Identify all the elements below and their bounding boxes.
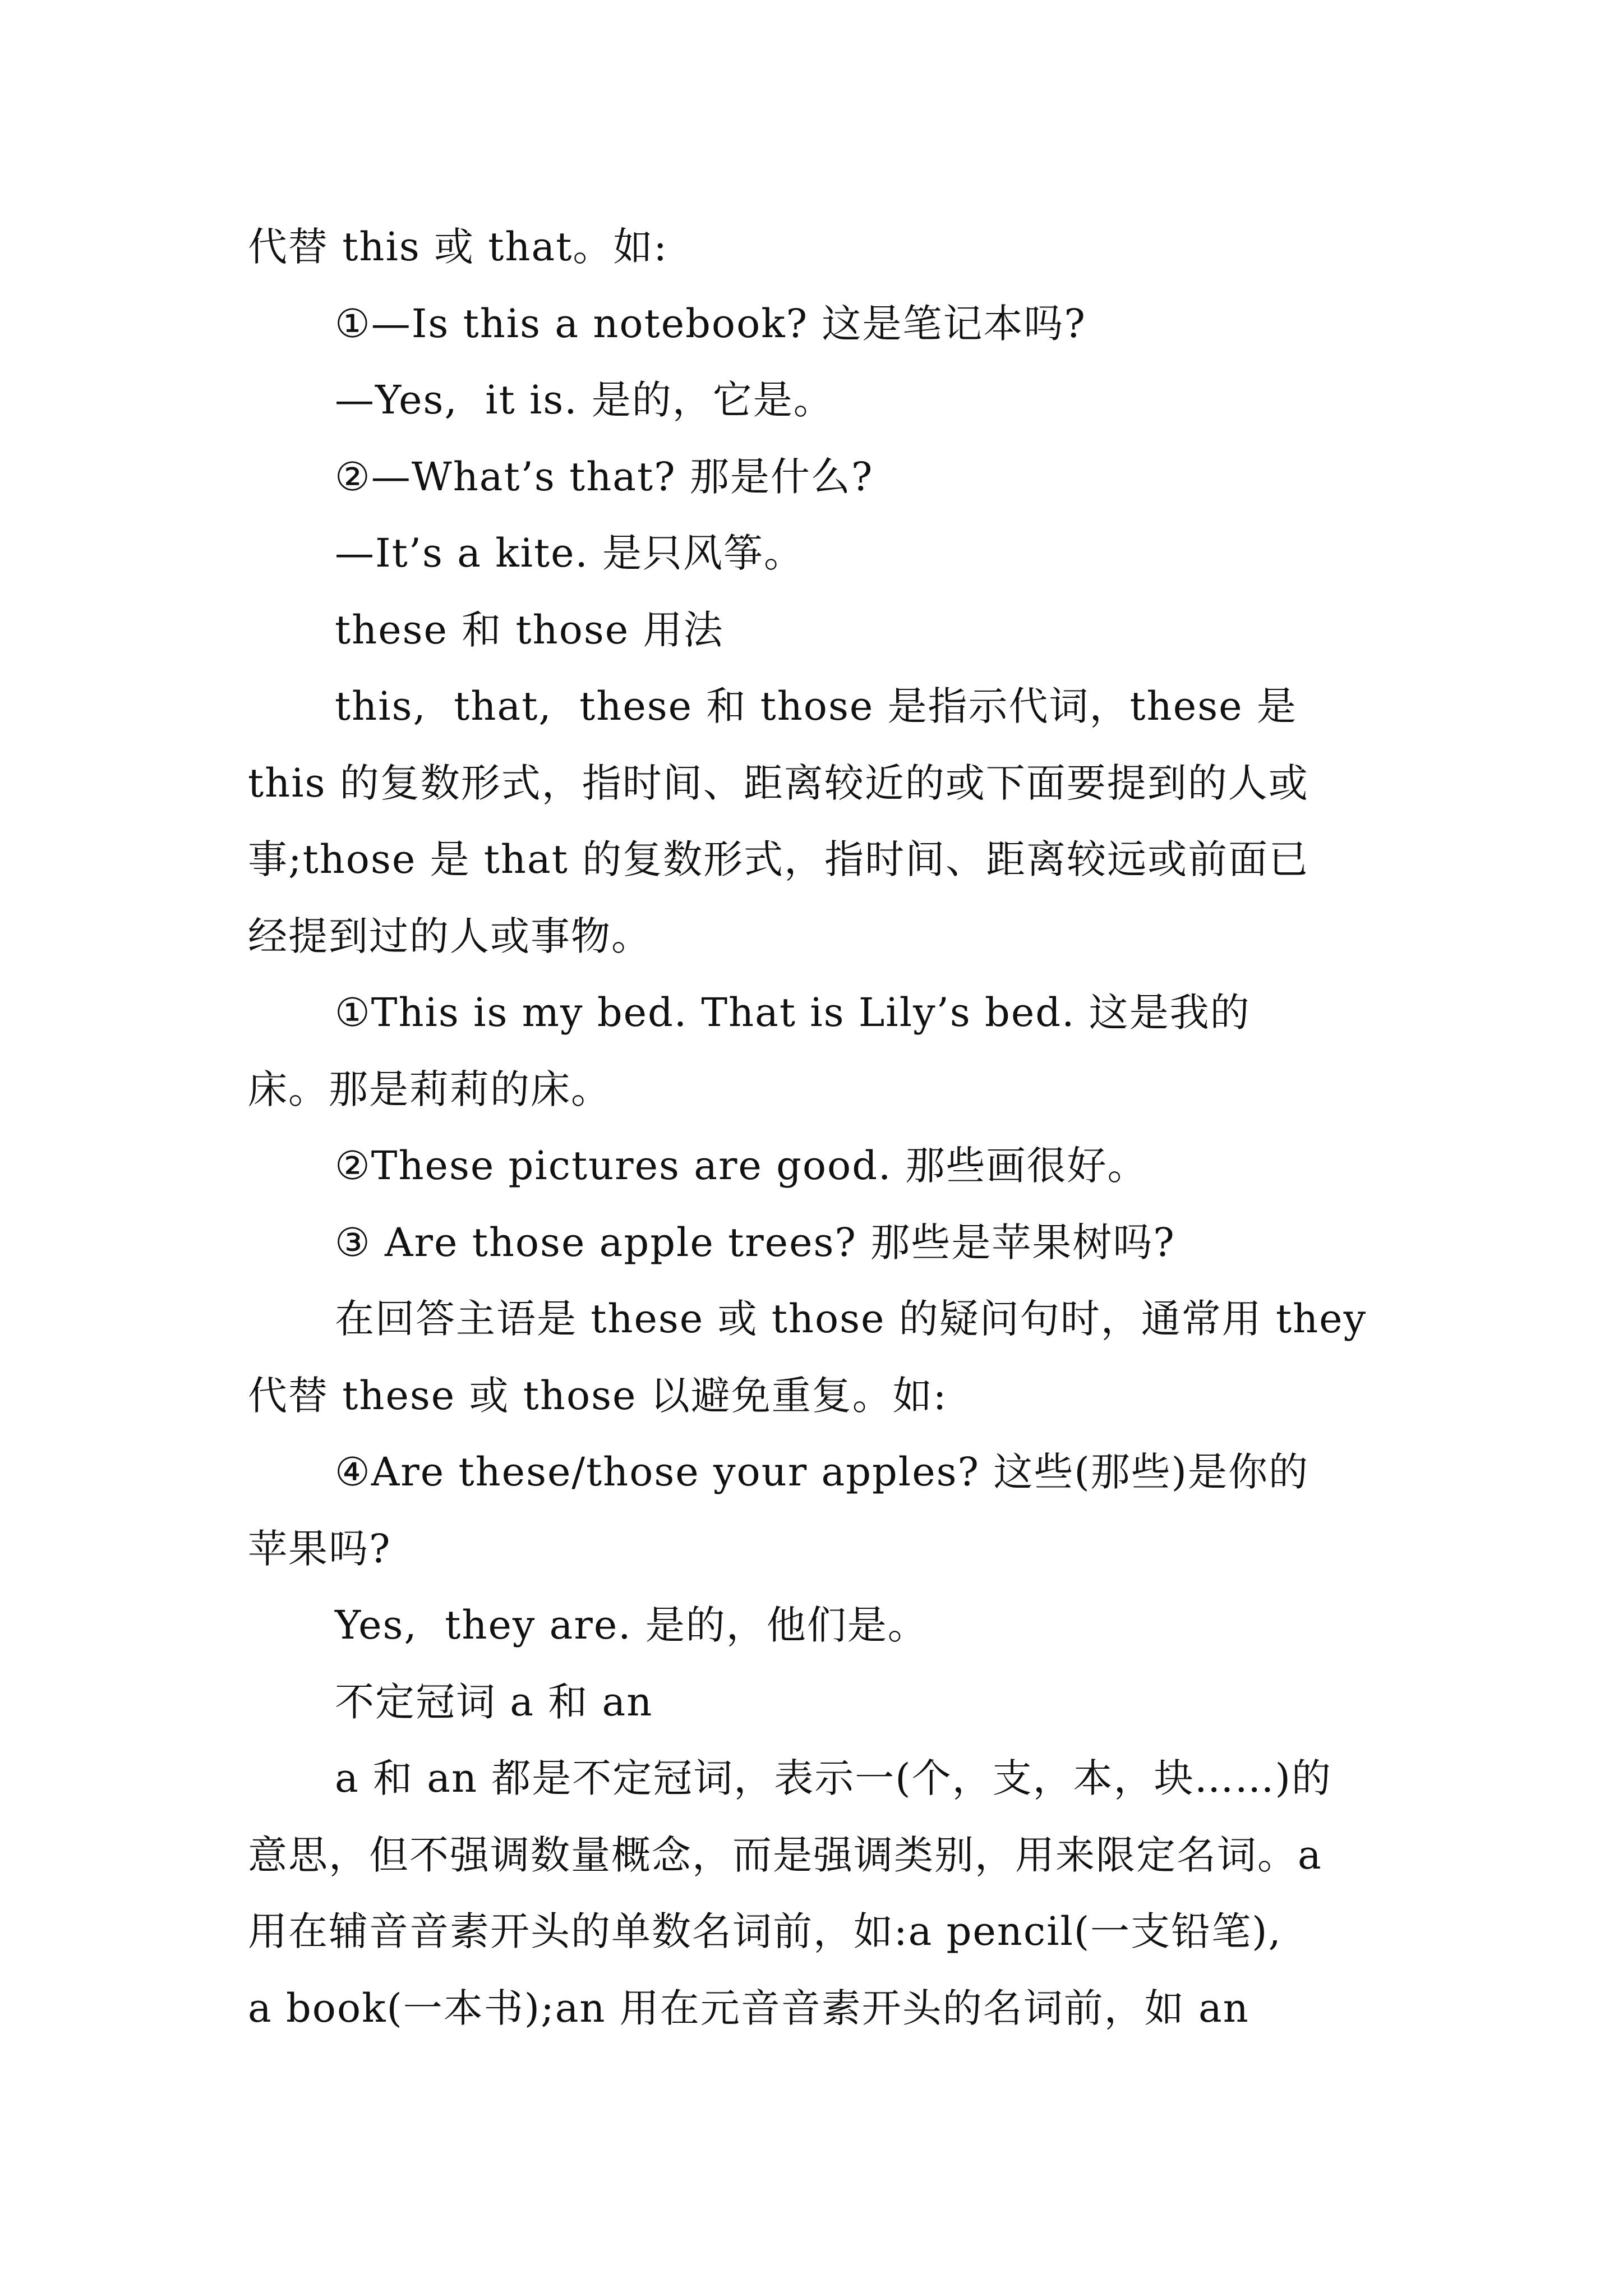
text-line: 意思，但不强调数量概念，而是强调类别，用来限定名词。a xyxy=(248,1832,1322,1878)
text-line: 在回答主语是 these 或 those 的疑问句时，通常用 they xyxy=(335,1296,1367,1342)
example-line: 床。那是莉莉的床。 xyxy=(248,1066,611,1112)
text-line: a 和 an 都是不定冠词，表示一(个，支，本，块……)的 xyxy=(335,1755,1332,1801)
body-text xyxy=(248,209,1403,2046)
example-line: ①—Is this a notebook? 这是笔记本吗? xyxy=(335,300,1086,347)
example-line: ①This is my bed. That is Lily’s bed. 这是我的 xyxy=(335,990,1251,1036)
example-line: Yes, they are. 是的，他们是。 xyxy=(335,1602,928,1648)
text-line: a book(一本书);an 用在元音音素开头的名词前，如 an xyxy=(248,1985,1249,2031)
text-line: this, that, these 和 those 是指示代词，these 是 xyxy=(335,683,1297,729)
example-line: ②—What’s that? 那是什么? xyxy=(335,453,874,500)
example-line: ④Are these/those your apples? 这些(那些)是你的 xyxy=(335,1449,1309,1495)
text-line: this 的复数形式，指时间、距离较近的或下面要提到的人或 xyxy=(248,760,1309,806)
text-line: 代替 this 或 that。如: xyxy=(248,224,668,270)
text-line: 经提到过的人或事物。 xyxy=(248,913,652,959)
section-heading: 不定冠词 a 和 an xyxy=(335,1678,653,1725)
section-heading: these 和 those 用法 xyxy=(335,606,724,653)
example-line: 苹果吗? xyxy=(248,1525,391,1572)
example-line: ③ Are those apple trees? 那些是苹果树吗? xyxy=(335,1219,1175,1266)
example-line: —Yes, it is. 是的，它是。 xyxy=(335,377,834,423)
text-line: 代替 these 或 those 以避免重复。如: xyxy=(248,1372,948,1419)
example-line: —It’s a kite. 是只风筝。 xyxy=(335,530,805,576)
example-line: ②These pictures are good. 那些画很好。 xyxy=(335,1143,1148,1189)
text-line: 用在辅音音素开头的单数名词前，如:a pencil(一支铅笔), xyxy=(248,1908,1282,1954)
text-line: 事;those 是 that 的复数形式，指时间、距离较远或前面已 xyxy=(248,836,1310,882)
